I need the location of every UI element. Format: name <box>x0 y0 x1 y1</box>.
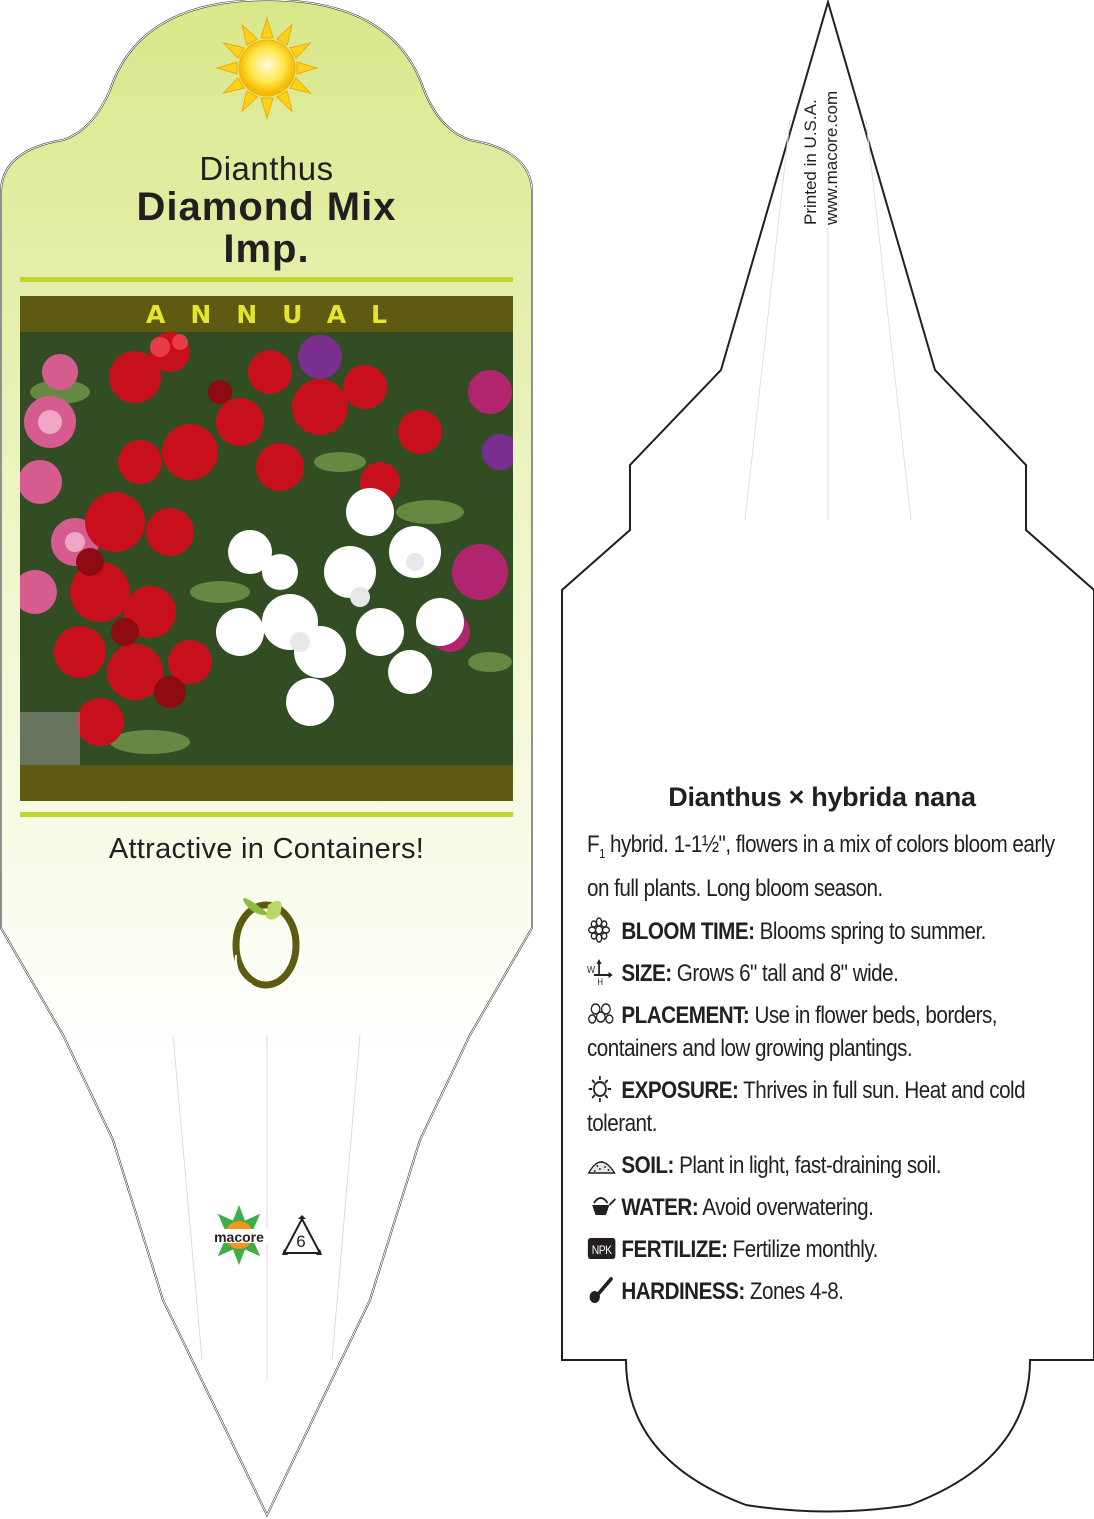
description <box>587 827 1056 906</box>
care-item-bloom-time <box>587 915 1056 948</box>
bloom-time-label: BLOOM TIME: <box>621 917 755 945</box>
care-item-placement <box>587 999 1056 1065</box>
size-text: Grows 6" tall and 8" wide. <box>671 959 899 987</box>
soil-label: SOIL: <box>621 1151 674 1179</box>
care-item-fertilize <box>587 1233 1056 1266</box>
variety-line-2: Imp. <box>223 227 310 271</box>
care-item-water <box>587 1191 1056 1224</box>
fertilize-icon-text: NPK <box>591 1244 612 1258</box>
flower-photo <box>20 332 513 765</box>
recycle-code: 6 <box>296 1232 306 1251</box>
soil-text: Plant in light, fast-draining soil. <box>673 1151 941 1179</box>
scientific-name: Dianthus × hybrida nana <box>668 782 976 812</box>
exposure-icon <box>587 1076 618 1102</box>
placement-text: Use in flower beds, borders, containers and low growing plantings. <box>587 1001 998 1062</box>
hardiness-label: HARDINESS: <box>621 1277 745 1305</box>
description-prefix: F <box>587 831 600 858</box>
description-subscript: 1 <box>599 845 605 861</box>
bloom-time-text: Blooms spring to summer. <box>754 917 986 945</box>
care-item-size <box>587 957 1056 990</box>
soil-icon <box>587 1151 618 1177</box>
care-item-hardiness <box>587 1275 1056 1308</box>
water-icon <box>587 1193 618 1219</box>
fertilize-text: Fertilize monthly. <box>727 1235 878 1263</box>
website: www.macore.com <box>822 90 841 225</box>
plant-variety <box>20 186 513 270</box>
annual-band-label: ANNUAL <box>145 299 412 329</box>
size-icon-h: H <box>597 976 603 985</box>
fertilize-icon <box>587 1235 618 1261</box>
description-text: hybrid. 1-1½", flowers in a mix of colors bloom early on full plants. Long bloom season. <box>587 831 1055 902</box>
care-item-soil <box>587 1149 1056 1182</box>
hardiness-icon <box>587 1277 618 1303</box>
bloom-time-icon <box>587 917 618 943</box>
placement-icon <box>587 1001 618 1027</box>
variety-line-1: Diamond Mix <box>136 185 397 229</box>
plant-genus: Dianthus <box>199 150 334 187</box>
care-info <box>587 782 1057 1308</box>
exposure-label: EXPOSURE: <box>621 1076 739 1104</box>
placement-label: PLACEMENT: <box>621 1001 750 1029</box>
printed-info <box>770 60 940 225</box>
hardiness-text: Zones 4-8. <box>744 1277 844 1305</box>
macore-logo-text: macore <box>214 1229 264 1245</box>
size-icon-w: W <box>587 964 595 975</box>
water-text: Avoid overwatering. <box>698 1193 874 1221</box>
size-icon <box>587 959 618 985</box>
printed-in: Printed in U.S.A. <box>801 99 820 225</box>
fertilize-label: FERTILIZE: <box>621 1235 728 1263</box>
care-item-exposure <box>587 1074 1056 1140</box>
tagline: Attractive in Containers! <box>108 833 425 865</box>
size-label: SIZE: <box>621 959 672 987</box>
exposure-text: Thrives in full sun. Heat and cold tolerant. <box>587 1076 1026 1137</box>
water-label: WATER: <box>621 1193 699 1221</box>
